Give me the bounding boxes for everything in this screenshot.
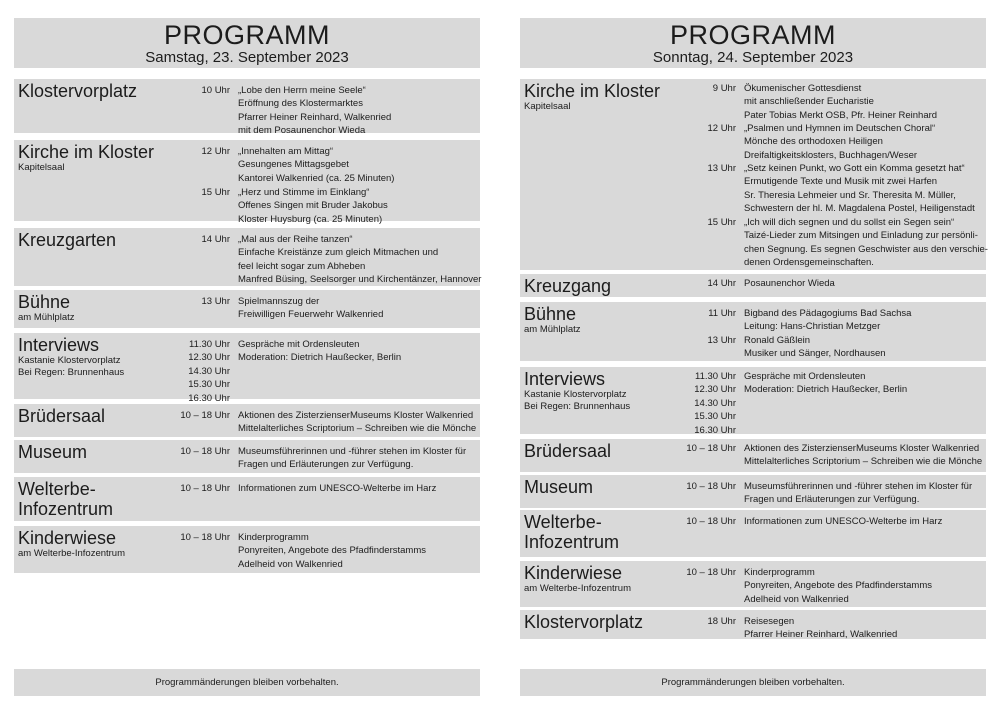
entry-description xyxy=(238,84,480,138)
description-line: Dreifaltigkeitsklosters, Buchhagen/Weser xyxy=(744,149,918,161)
entry-description xyxy=(238,186,480,226)
description-line: Mittelalterliches Scriptorium – Schreiben wie die Mönche xyxy=(238,423,477,435)
entry-description xyxy=(744,277,986,290)
description-line: Gespräche mit Ordensleuten xyxy=(744,371,866,382)
time-line: 11 Uhr xyxy=(708,308,736,319)
venue-name: Welterbe- xyxy=(18,479,96,499)
venue-subtitle: Kastanie Klostervorplatz xyxy=(18,355,121,366)
entry-description xyxy=(744,82,986,122)
venue-name: Museum xyxy=(524,477,594,497)
time-line: 15 Uhr xyxy=(707,217,736,228)
entry-description xyxy=(238,233,480,287)
venue-block xyxy=(14,290,480,328)
description-line: Pater Tobias Merkt OSB, Pfr. Heiner Reinhard xyxy=(744,109,938,121)
time-line: 15.30 Uhr xyxy=(188,379,230,391)
entry-time xyxy=(666,82,736,95)
page-title: PROGRAMM xyxy=(670,20,836,50)
description-line: feel leicht sogar zum Abheben xyxy=(238,260,366,272)
description-line: Ronald Gäßlein xyxy=(744,335,811,346)
venue-block xyxy=(520,561,986,607)
time-line: 15.30 Uhr xyxy=(694,411,736,423)
venue-subtitle: am Mühlplatz xyxy=(524,324,581,335)
description-line: Kinderprogramm xyxy=(744,567,815,578)
description-line: Pfarrer Heiner Reinhard, Walkenried xyxy=(744,629,898,641)
description-line: Museumsführerinnen und -führer stehen im Kloster für xyxy=(744,481,973,492)
venue-subtitle: am Mühlplatz xyxy=(18,312,75,323)
entry-description xyxy=(238,531,480,571)
description-line: „Psalmen und Hymnen im Deutschen Choral“ xyxy=(744,123,936,134)
program-page-saturday xyxy=(14,0,480,706)
entry-time xyxy=(160,531,230,544)
entry-description xyxy=(744,216,986,270)
time-line: 15 Uhr xyxy=(201,187,230,198)
entry-time xyxy=(666,334,736,347)
description-line: Mittelalterliches Scriptorium – Schreiben wie die Mönche xyxy=(744,456,983,468)
venue-block xyxy=(14,404,480,437)
description-line: „Innehalten am Mittag“ xyxy=(238,146,334,157)
time-line: 13 Uhr xyxy=(707,335,736,346)
description-line: Pfarrer Heiner Reinhard, Walkenried xyxy=(238,111,392,123)
time-line: 13 Uhr xyxy=(707,163,736,174)
time-line: 18 Uhr xyxy=(707,616,736,627)
entry-time xyxy=(666,615,736,628)
entry-description xyxy=(744,334,986,361)
entry-description xyxy=(744,370,986,397)
entry-time xyxy=(160,186,230,199)
description-line: Sr. Theresia Lehmeier und Sr. Theresita M. Müller, xyxy=(744,189,956,201)
venue-name: Kinderwiese xyxy=(524,563,623,583)
description-line: Posaunenchor Wieda xyxy=(744,278,835,289)
time-line: 14.30 Uhr xyxy=(188,365,230,377)
description-line: Schwestern der hl. M. Magdalena Postel, Heiligenstadt xyxy=(744,203,975,215)
venue-subtitle: Kapitelsaal xyxy=(524,101,571,112)
time-line: 10 – 18 Uhr xyxy=(180,532,230,543)
time-line: 11.30 Uhr xyxy=(188,339,230,350)
description-line: Gespräche mit Ordensleuten xyxy=(238,339,360,350)
entry-description xyxy=(744,122,986,162)
page-date: Sonntag, 24. September 2023 xyxy=(652,49,854,66)
time-line: 14.30 Uhr xyxy=(694,397,736,409)
footer-note: Programmänderungen bleiben vorbehalten. xyxy=(14,669,480,696)
entry-description xyxy=(238,295,480,322)
entry-time xyxy=(160,84,230,97)
description-line: Fragen und Erläuterungen zur Verfügung. xyxy=(238,459,414,471)
footer-note: Programmänderungen bleiben vorbehalten. xyxy=(520,669,986,696)
entry-time xyxy=(666,307,736,320)
entry-time xyxy=(666,442,736,455)
description-line: Manfred Büsing, Seelsorger und Kirchentänzer, Hannover xyxy=(238,274,482,286)
description-line: „Herz und Stimme im Einklang“ xyxy=(238,187,370,198)
venue-name: Interviews xyxy=(18,335,100,355)
description-line: Offenes Singen mit Bruder Jakobus xyxy=(238,200,388,212)
time-line: 12.30 Uhr xyxy=(694,384,736,396)
description-line: Informationen zum UNESCO-Welterbe im Harz xyxy=(744,516,943,527)
description-line: „Mal aus der Reihe tanzen“ xyxy=(238,234,353,245)
entry-description xyxy=(238,338,480,365)
time-line: 14 Uhr xyxy=(201,234,230,245)
venue-name: Infozentrum xyxy=(524,532,620,552)
venue-block xyxy=(14,526,480,573)
time-line: 10 – 18 Uhr xyxy=(686,567,736,578)
description-line: mit dem Posaunenchor Wieda xyxy=(238,125,366,137)
venue-block xyxy=(14,333,480,404)
time-line: 9 Uhr xyxy=(712,83,736,94)
venue-name: Brüdersaal xyxy=(18,406,106,426)
time-line: 16.30 Uhr xyxy=(188,392,230,404)
time-line: 10 Uhr xyxy=(201,85,230,96)
venue-name: Infozentrum xyxy=(18,499,114,519)
description-line: Kloster Huysburg (ca. 25 Minuten) xyxy=(238,213,383,225)
entry-time xyxy=(160,295,230,308)
venue-name: Kreuzgang xyxy=(524,276,612,296)
entry-time xyxy=(666,277,736,290)
entry-description xyxy=(238,445,480,472)
time-line: 13 Uhr xyxy=(201,296,230,307)
entry-description xyxy=(238,409,480,436)
entry-time xyxy=(160,482,230,495)
description-line: Gesungenes Mittagsgebet xyxy=(238,159,349,171)
description-line: Eröffnung des Klostermarktes xyxy=(238,98,363,110)
description-line: „Ich will dich segnen und du sollst ein Segen sein“ xyxy=(744,217,955,228)
description-line: Aktionen des ZisterzienserMuseums Kloster Walkenried xyxy=(238,410,474,421)
description-line: chen Segnung. Es segnen Geschwister aus den verschie- xyxy=(744,243,988,255)
time-line: 16.30 Uhr xyxy=(694,424,736,436)
description-line: Ponyreiten, Angebote des Pfadfinderstamms xyxy=(238,545,427,557)
page-header xyxy=(14,18,480,68)
entry-description xyxy=(744,480,986,507)
time-line: 11.30 Uhr xyxy=(694,371,736,382)
description-line: Kantorei Walkenried (ca. 25 Minuten) xyxy=(238,172,395,184)
time-line: 12 Uhr xyxy=(707,123,736,134)
description-line: Adelheid von Walkenried xyxy=(238,558,343,570)
venue-name: Klostervorplatz xyxy=(18,81,138,101)
time-line: 12 Uhr xyxy=(201,146,230,157)
description-line: Bigband des Pädagogiums Bad Sachsa xyxy=(744,308,912,319)
entry-time xyxy=(160,338,230,405)
venue-block xyxy=(520,610,986,639)
description-line: Einfache Kreistänze zum gleich Mitmachen und xyxy=(238,247,439,259)
entry-time xyxy=(666,566,736,579)
description-line: denen Ordensgemeinschaften. xyxy=(744,257,874,269)
venue-name: Welterbe- xyxy=(524,512,602,532)
entry-time xyxy=(160,145,230,158)
entry-time xyxy=(666,370,736,437)
venue-name: Kinderwiese xyxy=(18,528,117,548)
description-line: Mönche des orthodoxen Heiligen xyxy=(744,136,883,148)
entry-description xyxy=(744,515,986,528)
entry-description xyxy=(744,162,986,216)
venue-name: Kreuzgarten xyxy=(18,230,117,250)
entry-description xyxy=(744,307,986,334)
venue-block xyxy=(520,439,986,472)
venue-name: Interviews xyxy=(524,369,606,389)
entry-time xyxy=(666,122,736,135)
page-date: Samstag, 23. September 2023 xyxy=(145,49,349,66)
entry-time xyxy=(666,515,736,528)
venue-block xyxy=(14,440,480,473)
description-line: Moderation: Dietrich Haußecker, Berlin xyxy=(238,352,402,364)
description-line: Aktionen des ZisterzienserMuseums Kloster Walkenried xyxy=(744,443,980,454)
time-line: 14 Uhr xyxy=(707,278,736,289)
venue-block xyxy=(14,79,480,137)
venue-block xyxy=(520,79,986,270)
entry-description xyxy=(238,482,480,495)
description-line: Moderation: Dietrich Haußecker, Berlin xyxy=(744,384,908,396)
entry-time xyxy=(160,409,230,422)
venue-subtitle: am Welterbe-Infozentrum xyxy=(18,548,126,559)
time-line: 10 – 18 Uhr xyxy=(180,483,230,494)
entry-description xyxy=(238,145,480,185)
entry-time xyxy=(666,162,736,175)
venue-name: Kirche im Kloster xyxy=(524,81,661,101)
venue-name: Bühne xyxy=(18,292,71,312)
description-line: Spielmannszug der xyxy=(238,296,320,307)
venue-name: Kirche im Kloster xyxy=(18,142,155,162)
venue-subtitle: Kastanie Klostervorplatz xyxy=(524,389,627,400)
time-line: 10 – 18 Uhr xyxy=(686,516,736,527)
entry-time xyxy=(666,216,736,229)
venue-block xyxy=(520,510,986,557)
venue-name: Bühne xyxy=(524,304,577,324)
time-line: 12.30 Uhr xyxy=(188,352,230,364)
description-line: Kinderprogramm xyxy=(238,532,309,543)
description-line: „Lobe den Herrn meine Seele“ xyxy=(238,85,366,96)
description-line: Taizé-Lieder zum Mitsingen und Einladung zur persönli- xyxy=(744,230,978,242)
time-line: 10 – 18 Uhr xyxy=(686,443,736,454)
venue-block xyxy=(520,367,986,434)
venue-name: Museum xyxy=(18,442,88,462)
program-page-sunday xyxy=(520,0,986,706)
description-line: Musiker und Sänger, Nordhausen xyxy=(744,348,886,360)
entry-description xyxy=(744,566,986,606)
time-line: 10 – 18 Uhr xyxy=(686,481,736,492)
page-title: PROGRAMM xyxy=(164,20,330,50)
venue-subtitle: Bei Regen: Brunnenhaus xyxy=(18,367,125,378)
description-line: Ökumenischer Gottesdienst xyxy=(744,83,862,94)
entry-time xyxy=(666,480,736,493)
description-line: Museumsführerinnen und -führer stehen im Kloster für xyxy=(238,446,467,457)
venue-block xyxy=(14,228,480,286)
description-line: Fragen und Erläuterungen zur Verfügung. xyxy=(744,494,920,506)
description-line: Ermutigende Texte und Musik mit zwei Harfen xyxy=(744,176,938,188)
description-line: Informationen zum UNESCO-Welterbe im Harz xyxy=(238,483,437,494)
entry-description xyxy=(744,442,986,469)
venue-name: Klostervorplatz xyxy=(524,612,644,632)
description-line: Ponyreiten, Angebote des Pfadfinderstamms xyxy=(744,580,933,592)
entry-description xyxy=(744,615,986,642)
venue-block xyxy=(520,302,986,361)
entry-time xyxy=(160,445,230,458)
venue-block xyxy=(14,140,480,225)
venue-subtitle: Bei Regen: Brunnenhaus xyxy=(524,401,631,412)
description-line: Freiwilligen Feuerwehr Walkenried xyxy=(238,309,384,321)
entry-time xyxy=(160,233,230,246)
venue-name: Brüdersaal xyxy=(524,441,612,461)
time-line: 10 – 18 Uhr xyxy=(180,446,230,457)
description-line: Leitung: Hans-Christian Metzger xyxy=(744,321,881,333)
description-line: Reisesegen xyxy=(744,616,795,627)
venue-subtitle: Kapitelsaal xyxy=(18,162,65,173)
description-line: „Setz keinen Punkt, wo Gott ein Komma gesetzt hat“ xyxy=(744,163,965,174)
venue-block xyxy=(520,274,986,297)
venue-subtitle: am Welterbe-Infozentrum xyxy=(524,583,632,594)
time-line: 10 – 18 Uhr xyxy=(180,410,230,421)
description-line: mit anschließender Eucharistie xyxy=(744,96,874,108)
page-header xyxy=(520,18,986,68)
description-line: Adelheid von Walkenried xyxy=(744,593,849,605)
venue-block xyxy=(14,477,480,521)
venue-block xyxy=(520,475,986,508)
